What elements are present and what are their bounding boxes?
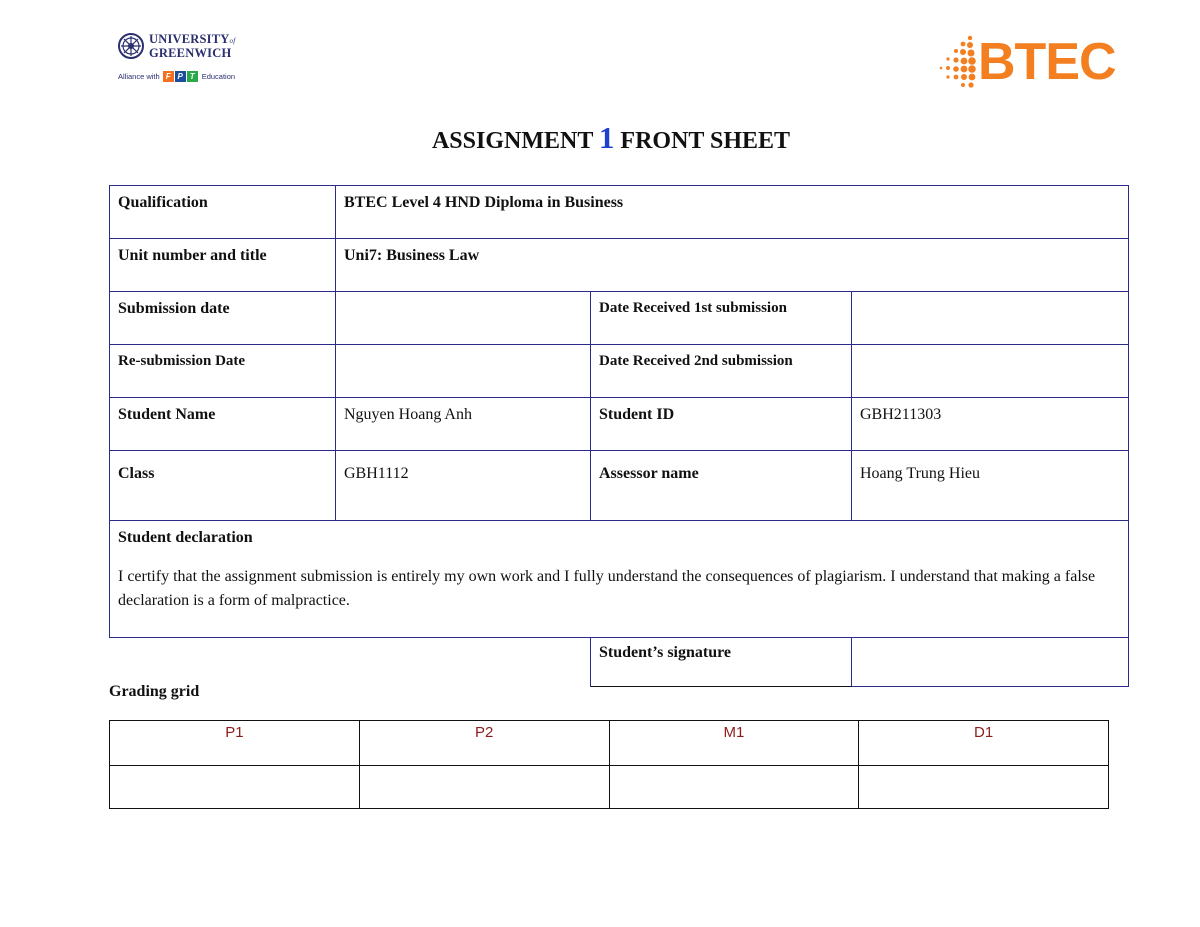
unit-value: Uni7: Business Law <box>336 239 1129 292</box>
fpt-logo <box>163 71 199 82</box>
qualification-value: BTEC Level 4 HND Diploma in Business <box>336 186 1129 239</box>
grading-grid-table <box>109 720 1109 809</box>
student-name-label: Student Name <box>110 398 336 451</box>
submission-row <box>110 292 1129 345</box>
grade-header-p2: P2 <box>359 721 609 766</box>
student-row <box>110 398 1129 451</box>
fpt-letter-p: P <box>175 71 186 82</box>
grade-cell-p2[interactable] <box>359 766 609 809</box>
declaration-text: I certify that the assignment submission is entirely my own work and I fully understand the consequences of plagiarism. I understand that making a false declaration is a form of malpractice. <box>118 568 1096 609</box>
title-prefix: ASSIGNMENT <box>431 128 593 154</box>
qualification-row <box>110 186 1129 239</box>
class-label: Class <box>110 451 336 521</box>
unit-row <box>110 239 1129 292</box>
grade-header-d1: D1 <box>859 721 1109 766</box>
title-suffix: FRONT SHEET <box>620 128 791 154</box>
fpt-letter-f: F <box>163 71 174 82</box>
qualification-label: Qualification <box>110 186 336 239</box>
class-value[interactable]: GBH1112 <box>336 451 591 521</box>
submission-date-label: Submission date <box>110 292 336 345</box>
class-row <box>110 451 1129 521</box>
date-received-1-label: Date Received 1st submission <box>591 292 852 345</box>
grade-header-m1: M1 <box>609 721 859 766</box>
student-name-value[interactable]: Nguyen Hoang Anh <box>336 398 591 451</box>
page-title <box>0 120 1200 156</box>
signature-label: Student’s signature <box>591 638 852 687</box>
alliance-suffix: Education <box>201 72 236 81</box>
logo-line-university: UNIVERSITY <box>149 32 230 46</box>
date-received-2-label: Date Received 2nd submission <box>591 345 852 398</box>
signature-field[interactable] <box>852 638 1129 687</box>
date-received-2-field[interactable] <box>852 345 1129 398</box>
grade-cell-p1[interactable] <box>110 766 360 809</box>
resubmission-row <box>110 345 1129 398</box>
grade-cell-d1[interactable] <box>859 766 1109 809</box>
assessor-label: Assessor name <box>591 451 852 521</box>
alliance-line <box>118 71 248 82</box>
grading-grid-title: Grading grid <box>109 683 200 700</box>
student-id-value[interactable]: GBH211303 <box>852 398 1129 451</box>
btec-wordmark: BTEC <box>978 33 1116 91</box>
university-seal-icon <box>118 33 144 59</box>
resubmission-date-field[interactable] <box>336 345 591 398</box>
university-of-greenwich-logo <box>118 33 248 95</box>
signature-spacer <box>110 638 591 687</box>
resubmission-date-label: Re-submission Date <box>110 345 336 398</box>
grading-value-row <box>110 766 1109 809</box>
front-sheet-table <box>109 185 1129 687</box>
grade-cell-m1[interactable] <box>609 766 859 809</box>
title-number: 1 <box>598 120 615 155</box>
declaration-cell <box>110 521 1129 638</box>
signature-row <box>110 638 1129 687</box>
fpt-letter-t: T <box>187 71 198 82</box>
grading-header-row <box>110 721 1109 766</box>
logo-of: of <box>229 37 236 45</box>
grade-header-p1: P1 <box>110 721 360 766</box>
alliance-prefix: Alliance with <box>118 72 160 81</box>
btec-dots-icon <box>936 34 978 88</box>
unit-label: Unit number and title <box>110 239 336 292</box>
declaration-row <box>110 521 1129 638</box>
btec-logo <box>936 30 1126 94</box>
submission-date-field[interactable] <box>336 292 591 345</box>
assessor-value[interactable]: Hoang Trung Hieu <box>852 451 1129 521</box>
student-id-label: Student ID <box>591 398 852 451</box>
logo-line-greenwich: GREENWICH <box>149 46 232 60</box>
date-received-1-field[interactable] <box>852 292 1129 345</box>
declaration-title: Student declaration <box>118 529 253 546</box>
